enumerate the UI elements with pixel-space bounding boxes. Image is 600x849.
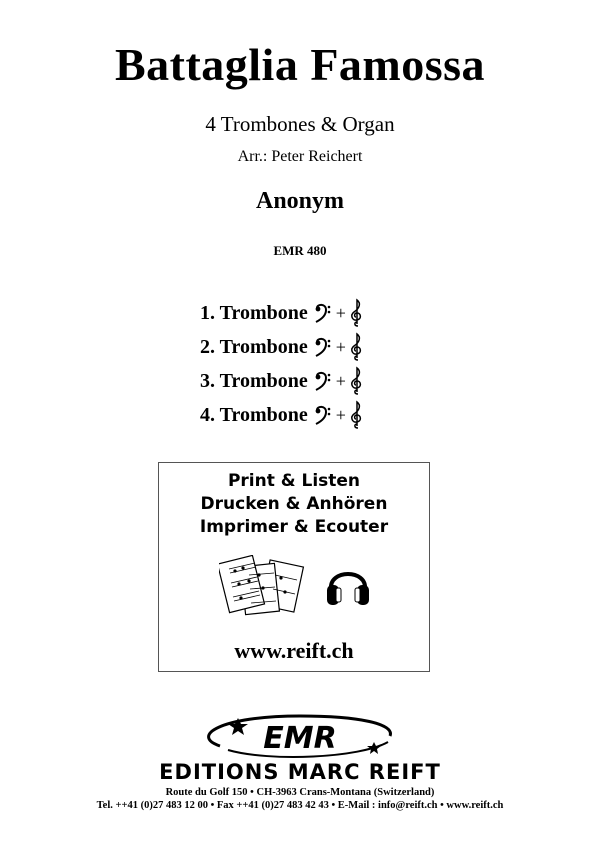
treble-clef-icon (350, 366, 364, 396)
treble-clef-icon (350, 332, 364, 362)
parts-separator: + (335, 404, 346, 425)
part-label: 1. Trombone (200, 301, 308, 324)
page-title: Battaglia Famossa (114, 39, 486, 90)
part-label: 2. Trombone (200, 335, 308, 358)
emr-logo-text: EMR (263, 721, 337, 756)
publisher-address: Route du Golf 150 • CH-3963 Crans-Montana (Switzerland) (165, 787, 435, 798)
part-row (200, 296, 420, 330)
parts-list (200, 296, 420, 432)
parts-separator: + (335, 336, 346, 357)
part-row (200, 398, 420, 432)
part-label: 4. Trombone (200, 403, 308, 426)
bass-clef-icon (314, 404, 332, 426)
promo-url[interactable]: www.reift.ch (234, 638, 354, 663)
headphones-icon (323, 559, 373, 609)
publisher-name: EDITIONS MARC REIFT (159, 760, 441, 784)
treble-clef-icon (350, 400, 364, 430)
part-row (200, 364, 420, 398)
sheet-music-icon (219, 555, 305, 621)
parts-separator: + (335, 302, 346, 323)
publisher-contact: Tel. ++41 (0)27 483 12 00 • Fax ++41 (0)27 483 42 43 • E-Mail : info@reift.ch • www.reift.ch (96, 800, 504, 811)
catalog-number: EMR 480 (273, 243, 327, 258)
bass-clef-icon (314, 370, 332, 392)
part-label: 3. Trombone (200, 369, 308, 392)
promo-line-de: Drucken & Anhören (200, 494, 388, 514)
composer: Anonym (255, 188, 345, 214)
print-listen-box (158, 462, 430, 672)
instrumentation: 4 Trombones & Organ (205, 112, 395, 136)
treble-clef-icon (350, 298, 364, 328)
promo-line-fr: Imprimer & Ecouter (199, 517, 389, 537)
arranger: Arr.: Peter Reichert (237, 148, 363, 165)
promo-line-en: Print & Listen (227, 471, 361, 491)
emr-logo (150, 710, 450, 762)
part-row (200, 330, 420, 364)
bass-clef-icon (314, 336, 332, 358)
parts-separator: + (335, 370, 346, 391)
bass-clef-icon (314, 302, 332, 324)
